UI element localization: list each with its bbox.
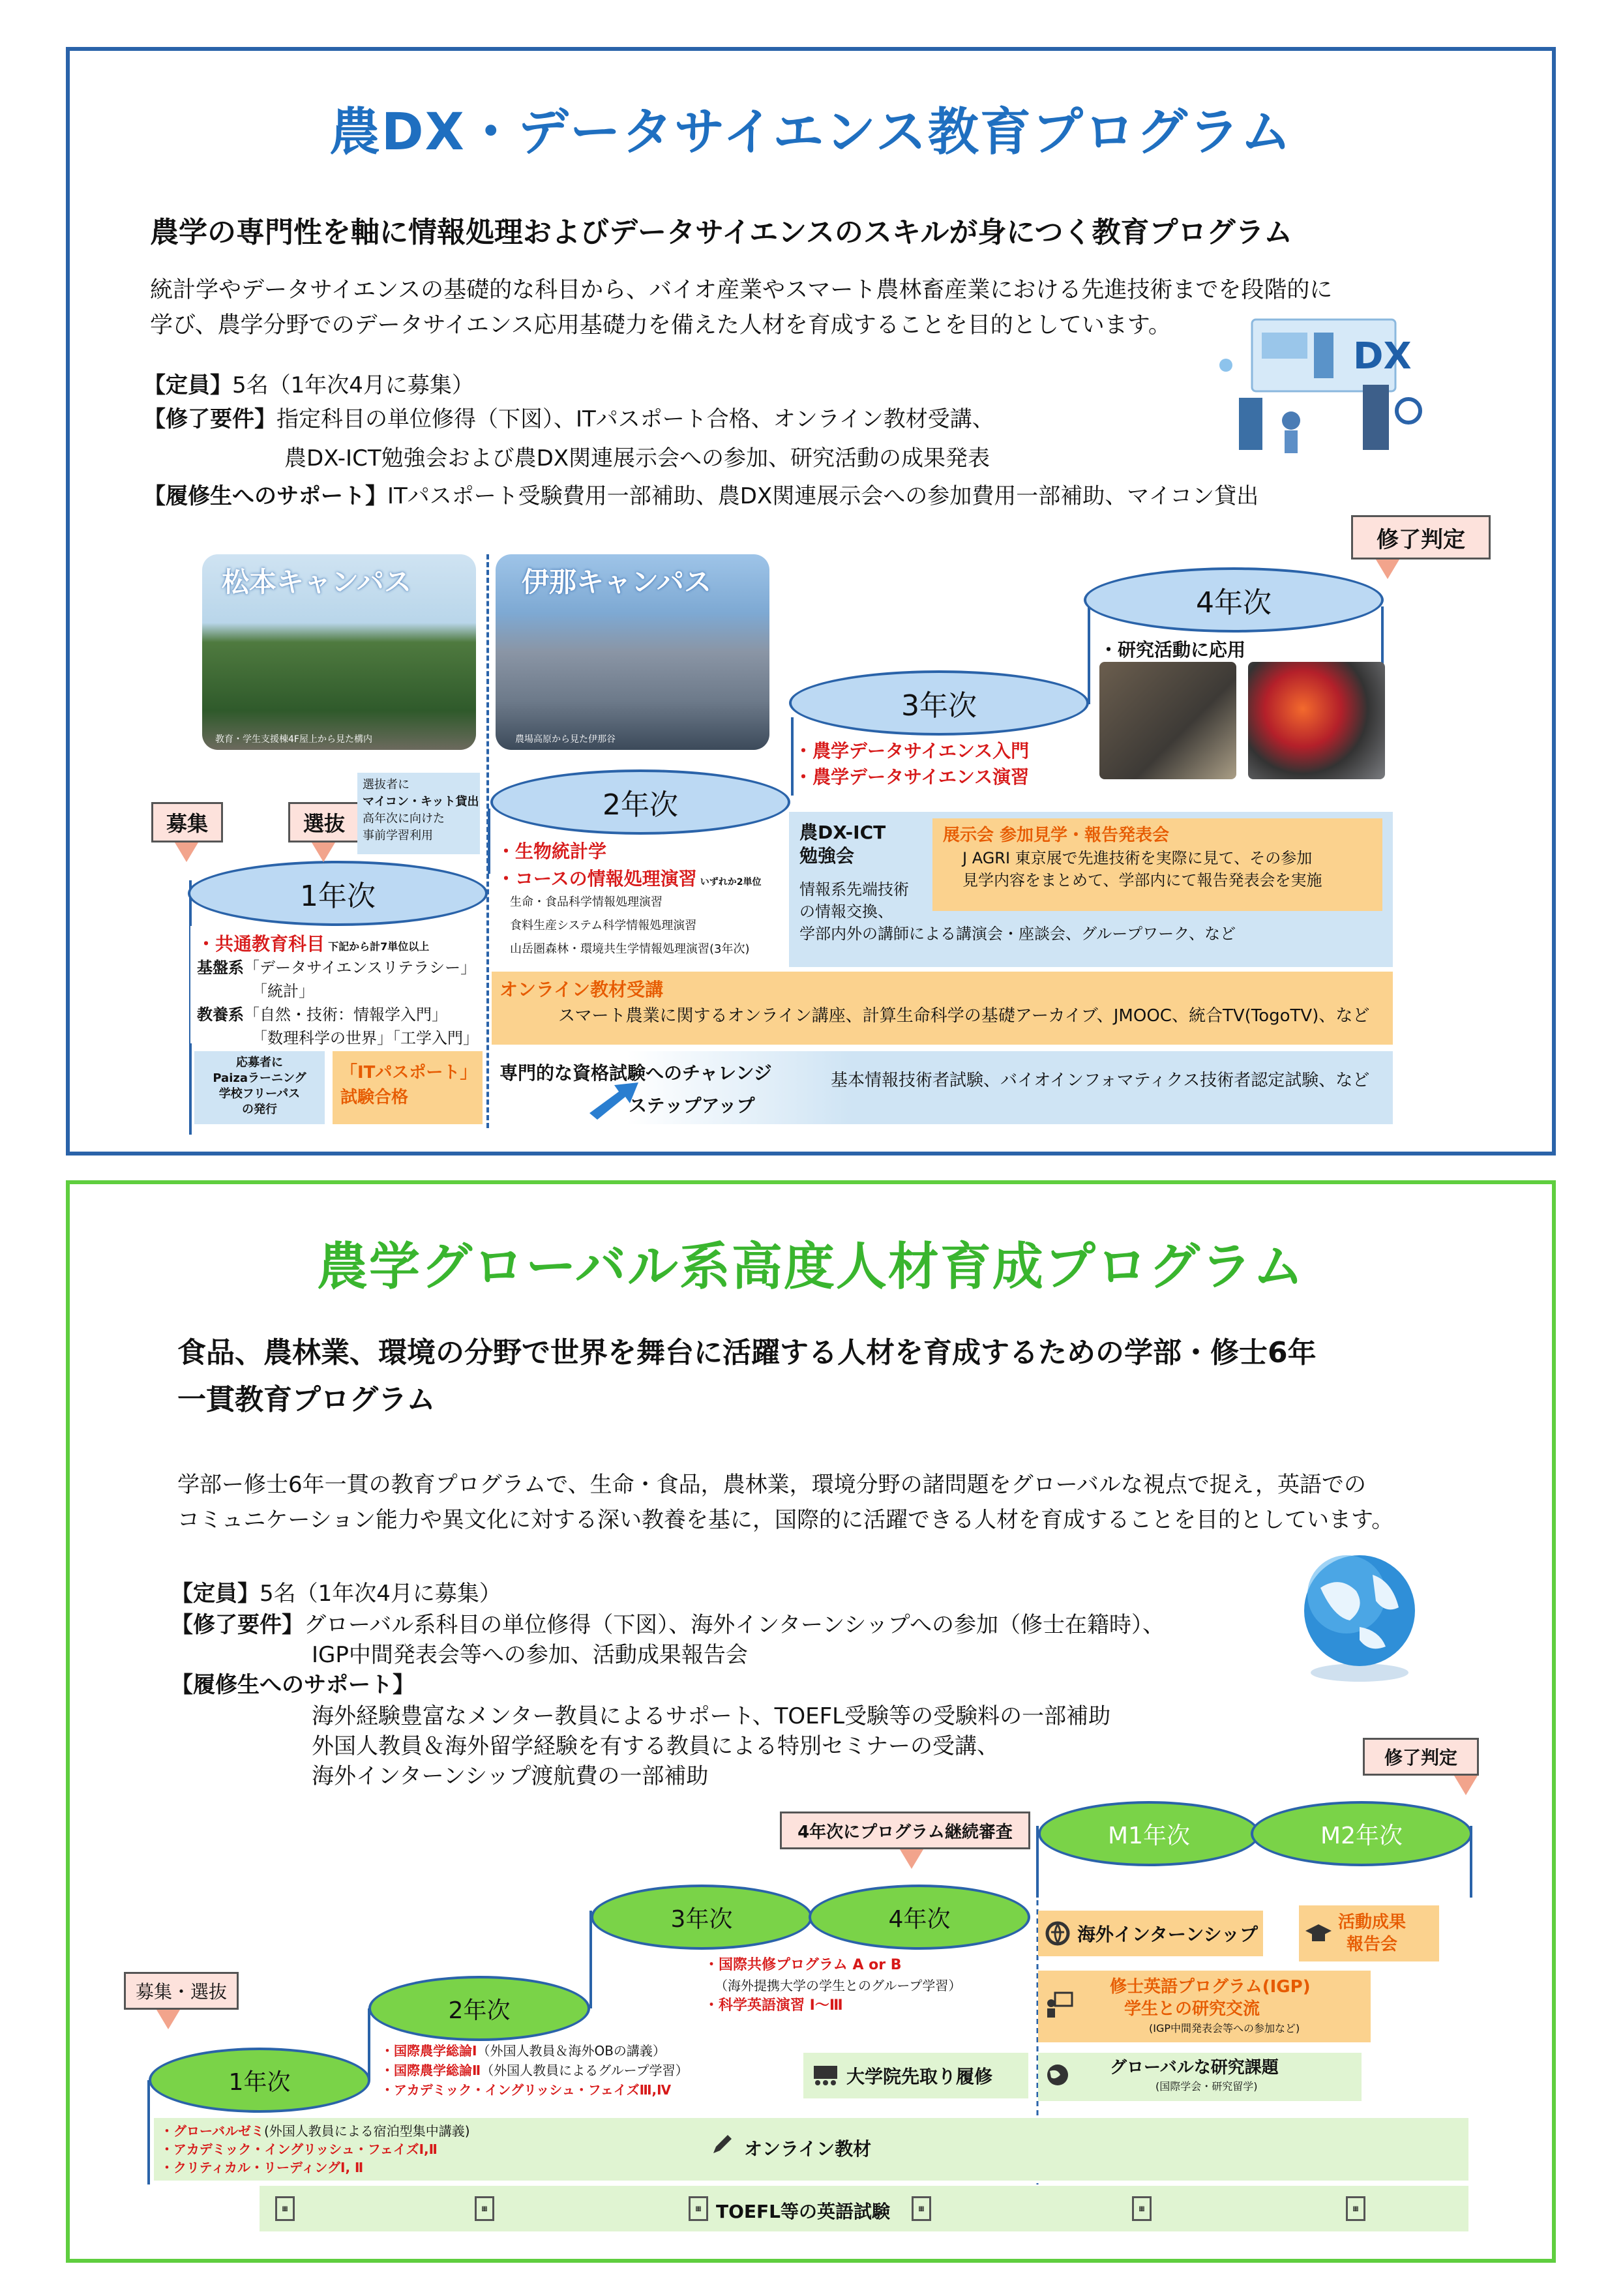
dx-illustration bbox=[1213, 306, 1428, 456]
dx-select-arrow bbox=[312, 842, 335, 862]
igp-title: 農学グローバル系高度人材育成プログラム bbox=[316, 1238, 1305, 1296]
dx-recruit-tag: 募集 bbox=[151, 802, 223, 842]
dx-title: 農DX・データサイエンス教育プログラム bbox=[329, 103, 1293, 162]
igp-quota: 【定員】5名（1年次4月に募集） bbox=[171, 1581, 501, 1607]
dx-judge-tag: 修了判定 bbox=[1351, 515, 1491, 559]
photo1-caption: 教育・学生支援棟4F屋上から見た構内 bbox=[215, 734, 372, 745]
igp-year3-content: ・国際共修プログラム A or B （海外提携大学の学生とのグループ学習） ・科学英語演習 Ⅰ～Ⅲ bbox=[704, 1957, 962, 2014]
igp-subtitle-1: 食品、農林業、環境の分野で世界を舞台に活躍する人材を育成するための学部・修士6年 bbox=[177, 1336, 1317, 1369]
recruit-select-tag: 募集・選抜 bbox=[124, 1972, 239, 2010]
dx-desc-2: 学び、農学分野でのデータサイエンス応用基礎力を備えた人材を育成することを目的としています。 bbox=[150, 312, 1171, 338]
dx-support: 【履修生へのサポート】ITパスポート受験費用一部補助、農DX関連展示会への参加費用一部補助、マイコン貸出 bbox=[143, 483, 1259, 509]
cert-band: 専門的な資格試験へのチャレンジ 基本情報技術者試験、バイオインフォマティクス技術者認定試験、など ステップアップ bbox=[492, 1051, 1393, 1124]
grad-course-box: 大学院先取り履修 bbox=[803, 2053, 1028, 2098]
dx-select-tag: 選抜 bbox=[288, 802, 360, 842]
campus-ina-label: 伊那キャンパス bbox=[522, 566, 712, 598]
itpass-box: 「ITパスポート」 試験合格 bbox=[333, 1051, 483, 1124]
igp-desc-1: 学部ー修士6年一貫の教育プログラムで、生命・食品，農林業，環境分野の諸問題をグローバルな視点で捉え，英語での bbox=[177, 1472, 1366, 1498]
calculator-icon: ▦ bbox=[475, 2196, 494, 2221]
dx-completion-cont: 農DX-ICT勉強会および農DX関連展示会への参加、研究活動の成果発表 bbox=[284, 445, 990, 471]
year3-practice: ・農学データサイエンス演習 bbox=[794, 766, 1030, 788]
igp-support-label: 【履修生へのサポート】 bbox=[171, 1672, 415, 1698]
paiza-box: 応募者に Paizaラーニング 学校フリーパス の発行 bbox=[194, 1051, 325, 1124]
igp-year2-ellipse: 2年次 bbox=[368, 1976, 590, 2041]
graduation-cap-icon bbox=[1304, 1922, 1333, 1945]
lecture-icon bbox=[1045, 1990, 1073, 2019]
igp-program-box: 修士英語プログラム(IGP) 学生との研究交流 (IGP中間発表会等への参加など) bbox=[1038, 1971, 1371, 2042]
passport-icon bbox=[1045, 1920, 1071, 1946]
dx-year3-ellipse: 3年次 bbox=[789, 670, 1089, 736]
research-photo-1 bbox=[1099, 662, 1236, 779]
svg-text:DX: DX bbox=[1353, 335, 1412, 378]
classroom-icon bbox=[812, 2065, 839, 2087]
igp-completion: 【修了要件】グローバル系科目の単位修得（下図）、海外インターンシップへの参加（修士在籍時）、 bbox=[171, 1612, 1165, 1638]
dx-desc-1: 統計学やデータサイエンスの基礎的な科目から、バイオ産業やスマート農林畜産業における先進技術までを段階的に bbox=[150, 277, 1333, 303]
photo2-caption: 農場高原から見た伊那谷 bbox=[515, 734, 616, 745]
igp-support-1: 海外経験豊富なメンター教員によるサポート、TOEFL受験等の受験料の一部補助 bbox=[312, 1703, 1111, 1729]
year1-box: ・共通教育科目 下記から計7単位以上 基盤系「データサイエンスリテラシー」 「統計」 教養系「自然・技術：情報学入門」 「数理科学の世界」「工学入門」 bbox=[190, 926, 483, 1043]
dx-year1-ellipse: 1年次 bbox=[188, 861, 488, 926]
igp-support-2: 外国人教員＆海外留学経験を有する教員による特別セミナーの受講、 bbox=[312, 1733, 999, 1759]
dx-quota: 【定員】5名（1年次4月に募集） bbox=[143, 372, 474, 398]
igp-year3-ellipse: 3年次 bbox=[591, 1885, 812, 1950]
research-photo-2 bbox=[1248, 662, 1385, 779]
calculator-icon: ▦ bbox=[1132, 2196, 1152, 2221]
global-research-box: グローバルな研究課題 (国際学会・研究留学) bbox=[1038, 2053, 1362, 2101]
dx-completion: 【修了要件】指定科目の単位修得（下図）、ITパスポート合格、オンライン教材受講、 bbox=[143, 406, 994, 432]
calculator-icon: ▦ bbox=[912, 2196, 931, 2221]
globe-icon bbox=[1294, 1549, 1425, 1686]
globe-small-icon bbox=[1045, 2062, 1071, 2088]
igp-m1-ellipse: M1年次 bbox=[1038, 1801, 1260, 1866]
igp-year4-ellipse: 4年次 bbox=[809, 1885, 1030, 1950]
expo-box: 展示会 参加見学・報告発表会 J AGRI 東京展で先進技術を実際に見て、その参加 見学内容をまとめて、学部内にて報告発表会を実施 bbox=[932, 818, 1382, 911]
igp-year1-ellipse: 1年次 bbox=[149, 2048, 370, 2113]
dx-year4-ellipse: 4年次 bbox=[1084, 567, 1384, 633]
calculator-icon: ▦ bbox=[1346, 2196, 1365, 2221]
campus-matsumoto-label: 松本キャンパス bbox=[222, 566, 412, 598]
selected-note-box: 選抜者に マイコン・キット貸出 高年次に向けた 事前学習利用 bbox=[357, 773, 480, 854]
continue-review-tag: 4年次にプログラム継続審査 bbox=[780, 1811, 1030, 1849]
calculator-icon: ▦ bbox=[689, 2196, 708, 2221]
igp-completion-cont: IGP中間発表会等への参加、活動成果報告会 bbox=[312, 1642, 748, 1668]
online-band: オンライン教材受講 スマート農業に関するオンライン講座、計算生命科学の基礎アーカイブ、JMOOC、統合TV(TogoTV)、など bbox=[492, 972, 1393, 1045]
igp-online-band: ・グローバルゼミ(外国人教員による宿泊型集中講義) ・アカデミック・イングリッシュ・フェイズⅠ,Ⅱ ・クリティカル・リーディングⅠ, Ⅱ オンライン教材 bbox=[154, 2118, 1468, 2181]
igp-judge-arrow bbox=[1454, 1776, 1478, 1795]
intern-box: 海外インターンシップ bbox=[1038, 1911, 1263, 1956]
dx-recruit-arrow bbox=[175, 842, 198, 862]
year3-intro: ・農学データサイエンス入門 bbox=[794, 740, 1030, 762]
dx-subtitle: 農学の専門性を軸に情報処理およびデータサイエンスのスキルが身につく教育プログラム bbox=[150, 216, 1293, 249]
year4-research: ・研究活動に応用 bbox=[1099, 639, 1246, 661]
igp-desc-2: コミュニケーション能力や異文化に対する深い教養を基に，国際的に活躍できる人材を育成することを目的としています。 bbox=[177, 1507, 1394, 1533]
ict-band: 農DX-ICT 勉強会 情報系先端技術 の情報交換、 学部内外の講師による講演会・座談会、グループワーク、など bbox=[789, 812, 1393, 967]
igp-m2-ellipse: M2年次 bbox=[1251, 1801, 1472, 1866]
dx-year2-ellipse: 2年次 bbox=[490, 769, 790, 835]
toefl-band: ▦ ▦ ▦ TOEFL等の英語試験 ▦ ▦ ▦ bbox=[260, 2186, 1468, 2231]
year2-box: ・生物統計学 ・コースの情報処理演習 いずれか2単位 生命・食品科学情報処理演習 食料生産システム科学情報処理演習 山岳圏森林・環境共生学情報処理演習(3年次) bbox=[492, 836, 785, 966]
calculator-icon: ▦ bbox=[275, 2196, 295, 2221]
report-box: 活動成果 報告会 bbox=[1299, 1905, 1439, 1961]
igp-subtitle-2: 一貫教育プログラム bbox=[177, 1383, 436, 1416]
igp-year2-content: ・国際農学総論Ⅰ（外国人教員＆海外OBの講義） ・国際農学総論Ⅱ（外国人教員によるグループ学習） ・アカデミック・イングリッシュ・フェイズⅢ,Ⅳ bbox=[381, 2043, 689, 2098]
pen-icon bbox=[708, 2132, 734, 2158]
igp-judge-tag: 修了判定 bbox=[1363, 1738, 1479, 1776]
igp-support-3: 海外インターンシップ渡航費の一部補助 bbox=[312, 1763, 709, 1789]
